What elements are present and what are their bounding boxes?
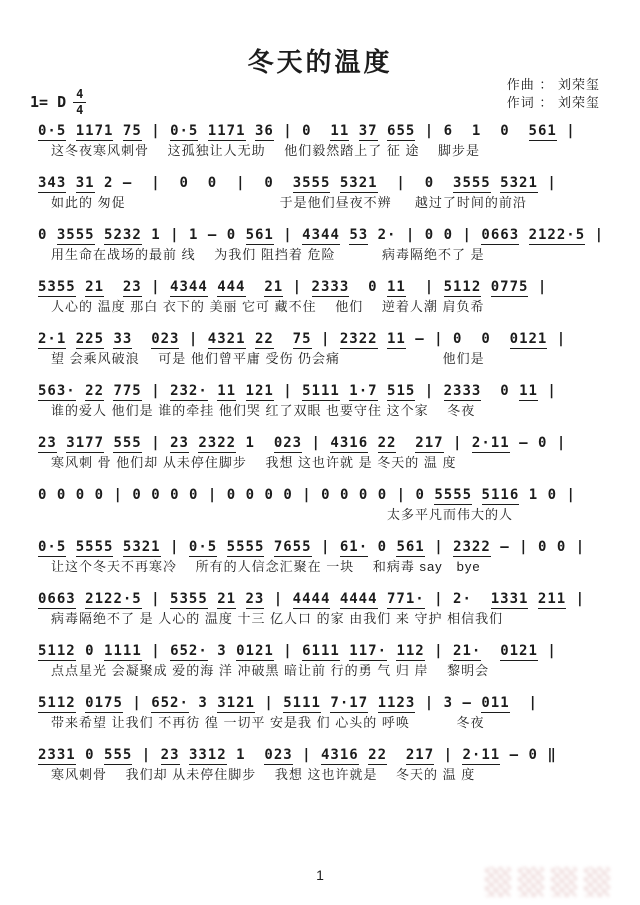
lyrics-row: 谁的爱人 他们是 谁的牵挂 他们哭 红了双眼 也要守住 这个家 冬夜	[51, 403, 476, 418]
score-line	[38, 381, 620, 420]
score-line	[38, 121, 620, 160]
score-line	[38, 537, 620, 576]
key-signature	[30, 88, 86, 116]
lyrics-row: 点点星光 会凝聚成 爱的海 洋 冲破黑 暗让前 行的勇 气 归 岸 黎明会	[51, 663, 490, 678]
lyricist-credit: 作词 ： 刘荣玺	[506, 95, 600, 111]
lyrics-row: 寒风刺 骨 他们却 从未停住脚步 我想 这也许就 是 冬天的 温 度	[51, 455, 457, 470]
time-signature-denominator: 4	[76, 102, 84, 117]
notes-row: 0·5 1171 75 | 0·5 1171 36 | 0 11 37 655 | 6 1 0 561 |	[38, 123, 576, 139]
score-line	[38, 745, 620, 784]
song-title: 冬天的温度	[247, 47, 393, 77]
notes-row: 343 31 2 — | 0 0 | 0 3555 5321 | 0 3555 5321 |	[38, 175, 557, 191]
score	[38, 121, 620, 797]
score-line	[38, 173, 620, 212]
key-label: 1= D	[30, 93, 67, 112]
notes-row: 0663 2122·5 | 5355 21 23 | 4444 4444 771· | 2· 1331 211 |	[38, 591, 586, 607]
time-signature	[73, 88, 86, 116]
notes-row: 0 0 0 0 | 0 0 0 0 | 0 0 0 0 | 0 0 0 0 | 0 5555 5116 1 0 |	[38, 487, 576, 503]
notes-row: 0·5 5555 5321 | 0·5 5555 7655 | 61· 0 561 | 2322 — | 0 0 |	[38, 539, 586, 555]
lyrics-row: 人心的 温度 那白 衣下的 美丽 它可 藏不住 他们 逆着人潮 肩负希	[51, 299, 485, 314]
notes-row: 2331 0 555 | 23 3312 1 023 | 4316 22 217 | 2·11 — 0 ‖	[38, 747, 557, 763]
lyrics-row: 望 会乘风破浪 可是 他们曾平庸 受伤 仍会痛 他们是	[51, 351, 485, 366]
score-line	[38, 485, 620, 524]
score-line	[38, 641, 620, 680]
lyrics-row: 如此的 匆促 于是他们昼夜不辨 越过了时间的前沿	[51, 195, 527, 210]
notes-row: 563· 22 775 | 232· 11 121 | 5111 1·7 515 | 2333 0 11 |	[38, 383, 557, 399]
time-signature-numerator: 4	[73, 88, 86, 103]
page-number: 1	[316, 867, 324, 883]
notes-row: 5112 0 1111 | 652· 3 0121 | 6111 117· 112 | 21· 0121 |	[38, 643, 557, 659]
score-line	[38, 329, 620, 368]
lyrics-row: 太多平凡而伟大的人	[51, 507, 514, 522]
score-line	[38, 225, 620, 264]
notes-row: 23 3177 555 | 23 2322 1 023 | 4316 22 217 | 2·11 — 0 |	[38, 435, 567, 451]
lyrics-row: 让这个冬天不再寒冷 所有的人信念汇聚在 一块 和病毒 say bye	[51, 559, 481, 574]
composer-credit: 作曲 ： 刘荣玺	[506, 77, 600, 92]
notes-row: 5355 21 23 | 4344 444 21 | 2333 0 11 | 5112 0775 |	[38, 279, 548, 295]
score-line	[38, 589, 620, 628]
lyrics-row: 病毒隔绝不了 是 人心的 温度 十三 亿人口 的家 由我们 来 守护 相信我们	[51, 611, 504, 626]
credits	[507, 76, 600, 112]
lyrics-row: 带来希望 让我们 不再彷 徨 一切平 安是我 们 心头的 呼唤 冬夜	[51, 715, 485, 730]
score-line	[38, 433, 620, 472]
lyrics-row: 这冬夜寒风刺骨 这孤独让人无助 他们毅然踏上了 征 途 脚步是	[51, 143, 481, 158]
notes-row: 5112 0175 | 652· 3 3121 | 5111 7·17 1123 | 3 — 011 |	[38, 695, 538, 711]
notes-row: 0 3555 5232 1 | 1 — 0 561 | 4344 53 2· | 0 0 | 0663 2122·5 |	[38, 227, 605, 243]
score-line	[38, 277, 620, 316]
notes-row: 2·1 225 33 023 | 4321 22 75 | 2322 11 — | 0 0 0121 |	[38, 331, 567, 347]
score-line	[38, 693, 620, 732]
lyrics-row: 寒风刺骨 我们却 从未停住脚步 我想 这也许就是 冬天的 温 度	[51, 767, 476, 782]
lyrics-row: 用生命在战场的最前 线 为我们 阻挡着 危险 病毒隔绝不了 是	[51, 247, 485, 262]
